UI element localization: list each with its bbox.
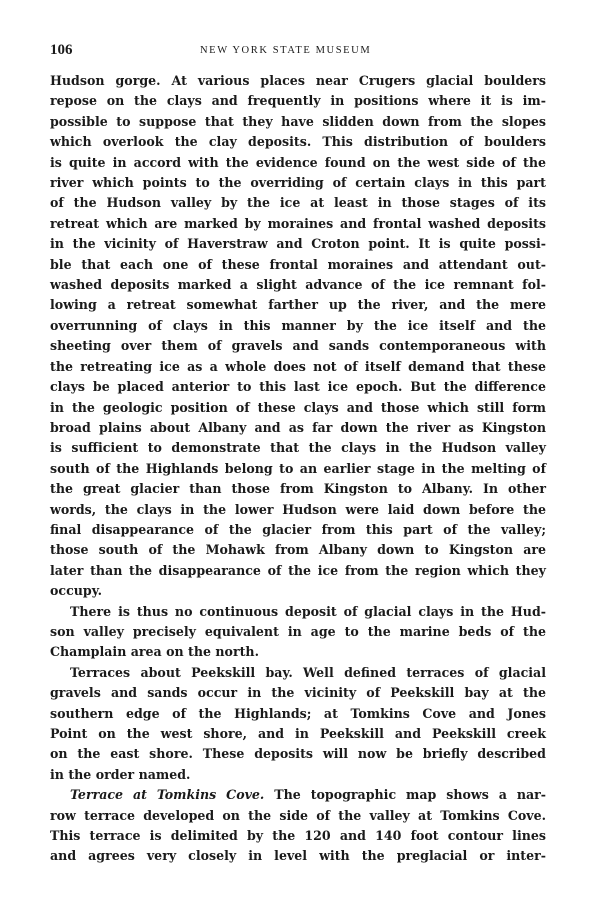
text-line: retreat which are marked by moraines and frontal washed deposits: [50, 215, 546, 231]
text-line: is quite in accord with the evidence found on the west side of the: [50, 154, 546, 170]
page-number: 106: [50, 42, 73, 58]
text-line: words, the clays in the lower Hudson were laid down before the: [50, 501, 546, 517]
paragraph-4: [50, 785, 546, 867]
text-line: on the east shore. These deposits will now be briefly described: [50, 746, 546, 762]
text-line: [50, 663, 546, 683]
text-line: occupy.: [50, 583, 102, 599]
text-line: row terrace developed on the side of the valley at Tomkins Cove.: [50, 807, 546, 823]
text-line: This terrace is delimited by the 120 and 140 foot contour lines: [50, 828, 546, 844]
section-heading: Terraces about Peekskill bay.: [70, 664, 293, 680]
text-line: later than the disappearance of the ice from the region which they: [50, 562, 546, 578]
heading-continuation: The topographic map shows a nar-: [264, 787, 546, 803]
text-line: final disappearance of the glacier from this part of the valley;: [50, 521, 546, 537]
text-line: river which points to the overriding of certain clays in this part: [50, 175, 546, 191]
text-line: Point on the west shore, and in Peekskill and Peekskill creek: [50, 726, 546, 741]
section-heading: Terrace at Tomkins Cove.: [70, 787, 265, 803]
text-line: in the vicinity of Haverstraw and Croton point. It is quite possi-: [50, 236, 546, 252]
body-text: [50, 71, 546, 867]
text-line: lowing a retreat somewhat farther up the river, and the mere: [50, 297, 546, 313]
text-line: in the order named.: [50, 766, 191, 782]
text-line: in the geologic position of these clays and those which still form: [50, 399, 546, 415]
text-line: those south of the Mohawk from Albany down to Kingston are: [50, 542, 546, 558]
text-line: south of the Highlands belong to an earlier stage in the melting of: [50, 460, 546, 476]
text-line: Champlain area on the north.: [50, 644, 259, 660]
text-line: of the Hudson valley by the ice at least in those stages of its: [50, 195, 546, 211]
text-line: Hudson gorge. At various places near Crugers glacial boulders: [50, 73, 546, 88]
paragraph-1: [50, 71, 546, 602]
text-line: which overlook the clay deposits. This distribution of boulders: [50, 134, 546, 150]
text-line: [50, 785, 546, 805]
text-line: gravels and sands occur in the vicinity of Peekskill bay at the: [50, 685, 546, 701]
text-line: broad plains about Albany and as far down the river as Kingston: [50, 419, 546, 435]
paragraph-3: [50, 663, 546, 785]
heading-continuation: Well defined terraces of glacial: [292, 664, 546, 680]
text-line: son valley precisely equivalent in age to the marine beds of the: [50, 623, 546, 639]
text-line: repose on the clays and frequently in positions where it is im-: [50, 93, 546, 109]
text-line: washed deposits marked a slight advance of the ice remnant fol-: [50, 277, 546, 293]
text-line: overrunning of clays in this manner by the ice itself and the: [50, 317, 546, 333]
page-header: [50, 42, 548, 58]
text-line: clays be placed anterior to this last ice epoch. But the difference: [50, 379, 546, 395]
running-head: NEW YORK STATE MUSEUM: [200, 45, 372, 56]
paragraph-2: [50, 602, 546, 663]
text-line: the retreating ice as a whole does not of itself demand that these: [50, 358, 546, 374]
text-line: sheeting over them of gravels and sands contemporaneous with: [50, 338, 546, 354]
text-line: southern edge of the Highlands; at Tomkins Cove and Jones: [50, 705, 546, 721]
text-line: is sufficient to demonstrate that the clays in the Hudson valley: [50, 440, 546, 456]
text-line: the great glacier than those from Kingston to Albany. In other: [50, 481, 546, 497]
text-line: and agrees very closely in level with the preglacial or inter-: [50, 848, 546, 864]
text-line: There is thus no continuous deposit of glacial clays in the Hud-: [70, 603, 546, 619]
text-line: possible to suppose that they have slidden down from the slopes: [50, 113, 546, 129]
text-line: ble that each one of these frontal moraines and attendant out-: [50, 256, 546, 272]
